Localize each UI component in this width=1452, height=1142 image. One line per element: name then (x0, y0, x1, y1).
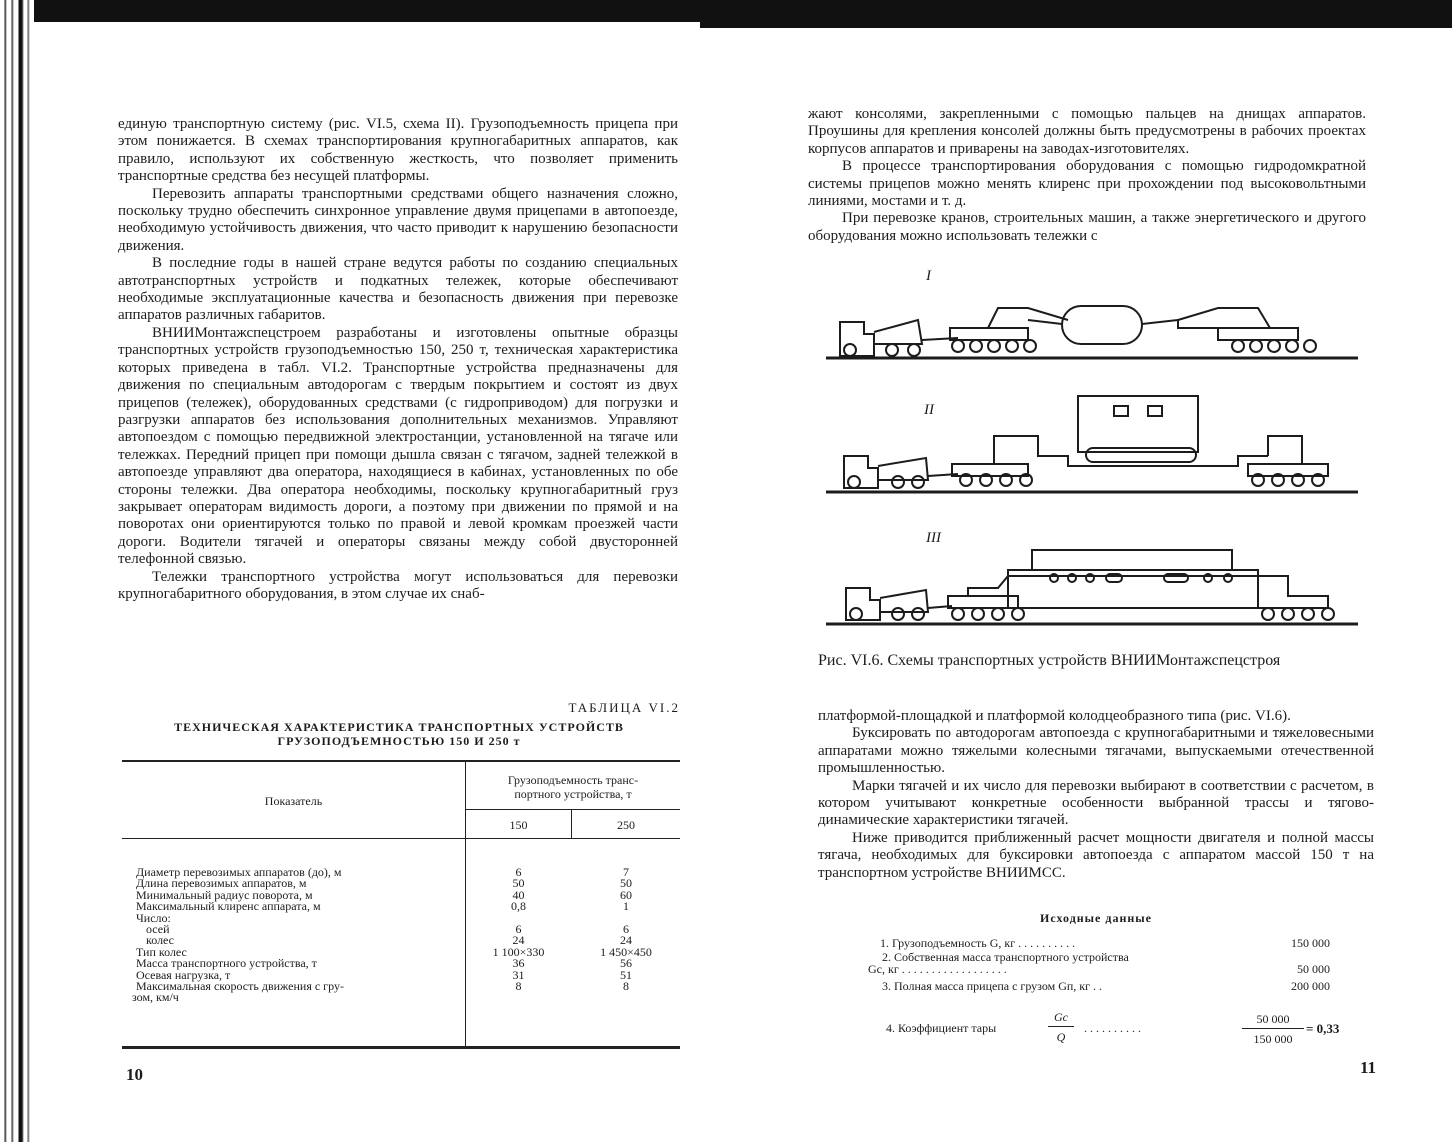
scheme-label-i: I (926, 268, 931, 284)
tare-fraction-numerator: Gс (1054, 1010, 1068, 1024)
right-body-text-top (808, 106, 1366, 245)
figure-caption: Рис. VI.6. Схемы транспортных устройств ВНИИМонтажспецстроя (818, 652, 1281, 669)
source-item-2a: 2. Собственная масса транспортного устройства (882, 950, 1129, 964)
scheme-iii-drawing (826, 550, 1358, 624)
table-cell-250: 6 (623, 922, 629, 936)
table-row-label: Минимальный радиус поворота, м (136, 887, 313, 902)
table-cell-150: 6 (515, 865, 522, 879)
table-row-label: Число: (136, 910, 171, 925)
page-number: 11 (1360, 1058, 1377, 1077)
table-header-indicator: Показатель (264, 794, 323, 808)
table-cell-250: 1 (623, 899, 629, 914)
source-data-title: Исходные данные (1040, 911, 1152, 925)
table-caption: ТАБЛИЦА VI.2 (568, 700, 680, 715)
paragraph: единую транспортную систему (рис. VI.5, схема II). Грузоподъемность прицепа при этом понижается. В схемах транспортирования крупногабаритных аппаратов, как правило, используют их собственную жесткость, что позволяет применить транспортные средства без несущей платформы. (118, 116, 678, 185)
source-item-3: 3. Полная масса прицепа с грузом Gп, кг . . (882, 979, 1103, 993)
scheme-label-iii: III (926, 530, 941, 546)
source-item-2-value: 50 000 (1297, 962, 1330, 976)
table-row-label: Максимальная скорость движения с гру- (136, 979, 344, 993)
table-bottom-rule (122, 1046, 680, 1049)
table-cell-250: 51 (620, 967, 632, 982)
book-spine-edge (0, 0, 34, 1142)
source-item-4: 4. Коэффициент тары (886, 1021, 997, 1035)
source-item-1: 1. Грузоподъемность G, кг . . . . . . . . . . (880, 936, 1076, 950)
table-cell-150: 24 (512, 933, 525, 948)
tare-value-numerator: 50 000 (1256, 1012, 1290, 1026)
table-row-label: зом, км/ч (132, 990, 179, 1005)
table-cell-150: 50 (512, 876, 525, 891)
paragraph: В процессе транспортирования оборудования с помощью гидродомкратной системы прицепов можно менять клиренс при прохождении под высоковольтными линиями, мостами и т. д. (808, 158, 1366, 210)
table-cell-250: 56 (620, 956, 632, 971)
table-cell-150: 31 (512, 967, 525, 982)
source-item-1-value: 150 000 (1291, 936, 1330, 950)
scheme-i-drawing (826, 306, 1358, 358)
paragraph: Буксировать по автодорогам автопоезда с крупногабаритными и тяжеловесными аппаратами можно тяжелыми колесными тягачами, выпускаемыми отечественной промышленностью. (818, 725, 1374, 777)
table-cell-150: 0,8 (511, 899, 526, 914)
table-row-label: колес (146, 933, 175, 948)
paragraph: При перевозке кранов, строительных машин, а также энергетического и другого оборудования можно использовать тележки с (808, 210, 1366, 244)
table-header-250: 250 (617, 818, 635, 832)
right-page (808, 0, 1376, 1142)
table-row-label: Тип колес (136, 944, 187, 959)
tare-value-line (1242, 1028, 1304, 1029)
table-cell-250: 50 (620, 876, 632, 891)
paragraph: Марки тягачей и их число для перевозки выбирают в соответствии с расчетом, в котором учитывают конкретные особенности выбранной трассы и тягово-динамические характеристики тягачей. (818, 777, 1374, 829)
table-row-label: осей (146, 922, 170, 936)
paragraph: Ниже приводится приближенный расчет мощности двигателя и полной массы тягача, необходимых для буксировки автопоезда с аппаратом массой 150 т на транспортном устройстве ВНИИМСС. (818, 829, 1374, 881)
paragraph: платформой-площадкой и платформой колодцеобразного типа (рис. VI.6). (818, 708, 1291, 724)
right-body-text-bottom (818, 708, 1374, 882)
paragraph: жают консолями, закрепленными с помощью пальцев на днищах аппаратов. Проушины для крепления консолей должны быть предусмотрены в рабочих проектах корпусов аппаратов и приварены на заводах-изготовителях. (808, 106, 1366, 157)
table-cell-150: 8 (515, 979, 522, 993)
table-top-rule (122, 760, 680, 762)
table-subheader-rule (465, 809, 680, 810)
tare-fraction-denominator: Q (1056, 1030, 1066, 1044)
table-header-capacity-1: Грузоподъемность транс- (507, 773, 639, 787)
scheme-label-ii: II (924, 402, 934, 418)
table-row-label: Максимальный клиренс аппарата, м (136, 899, 321, 914)
table-title-line-1: ТЕХНИЧЕСКАЯ ХАРАКТЕРИСТИКА ТРАНСПОРТНЫХ УСТРОЙСТВ (174, 720, 624, 734)
scheme-ii-drawing (826, 396, 1358, 492)
source-item-4-dots: . . . . . . . . . . (1084, 1021, 1141, 1035)
source-item-3-value: 200 000 (1291, 979, 1330, 993)
table-cell-250: 1 450×450 (600, 944, 652, 959)
table-header-capacity-2: портного устройства, т (514, 787, 632, 801)
table-cell-250: 7 (623, 865, 629, 879)
tare-value-denominator: 150 000 (1253, 1032, 1293, 1046)
source-item-2b: Gс, кг . . . . . . . . . . . . . . . . . . (868, 962, 1007, 976)
table-row-label: Диаметр перевозимых аппаратов (до), м (136, 865, 342, 879)
paragraph: Тележки транспортного устройства могут использоваться для перевозки крупногабаритного оборудования, в этом случае их снаб- (118, 568, 678, 602)
table-cell-250: 60 (620, 887, 632, 902)
table-cell-150: 1 100×330 (492, 944, 545, 959)
left-body-text (118, 116, 678, 603)
table-cell-150: 6 (515, 922, 522, 936)
table-row-label: Длина перевозимых аппаратов, м (136, 876, 307, 891)
table-row-label: Осевая нагрузка, т (136, 967, 231, 982)
transport-schemes-figure (818, 280, 1378, 640)
page-number: 10 (126, 1065, 143, 1084)
table-cell-150: 40 (512, 887, 525, 902)
paragraph: ВНИИМонтажспецстроем разработаны и изготовлены опытные образцы транспортных устройств грузоподъемностью 150, 250 т, техническая характеристика которых приведена в табл. VI.2. Транспортные устройства предназначены для движения по специальным автодорогам с твердым покрытием и состоят из двух прицепов (тележек), оборудованных средствами (с гидроприводом) для погрузки и разгрузки аппаратов без использования дополнительных механизмов. Управляют автопоездом с помощью передвижной электростанции, установленной на тягаче или тележках. Передний прицеп при помощи дышла связан с тягачом, задней тележкой в автопоезде управляют два оператора, находящиеся в кабинах, установленных по обе стороны тележки. Два оператора необходимы, поскольку крупногабаритный груз закрывает операторам видимость дороги, а поэтому при движении по прямой и на поворотах они ориентируются только по правой и левой кромкам проезжей части дороги. Водители тягачей и операторы связаны между собой двусторонней телефонной связью. (118, 324, 678, 568)
table-cell-150: 36 (512, 956, 525, 971)
table-header-bottom-rule (122, 838, 680, 839)
table-row-label: Масса транспортного устройства, т (136, 956, 317, 971)
tare-fraction-line (1048, 1026, 1074, 1027)
left-page (118, 0, 680, 1142)
paragraph: В последние годы в нашей стране ведутся работы по созданию специальных автотранспортных устройств и подкатных тележек, которые обеспечивают необходимые эксплуатационные качества и безопасность движения при перевозке аппаратов различных габаритов. (118, 255, 678, 324)
table-header-150: 150 (509, 818, 528, 832)
table-cell-250: 8 (623, 979, 629, 993)
paragraph: Перевозить аппараты транспортными средствами общего назначения сложно, поскольку трудно обеспечить синхронное управление двумя прицепами в автопоезде, необходимую устойчивость движения, что часто приводит к нарушению безопасности движения. (118, 185, 678, 254)
tare-result: = 0,33 (1306, 1021, 1340, 1036)
table-cell-250: 24 (620, 933, 632, 948)
table-title-line-2: ГРУЗОПОДЪЕМНОСТЬЮ 150 И 250 т (277, 734, 521, 748)
